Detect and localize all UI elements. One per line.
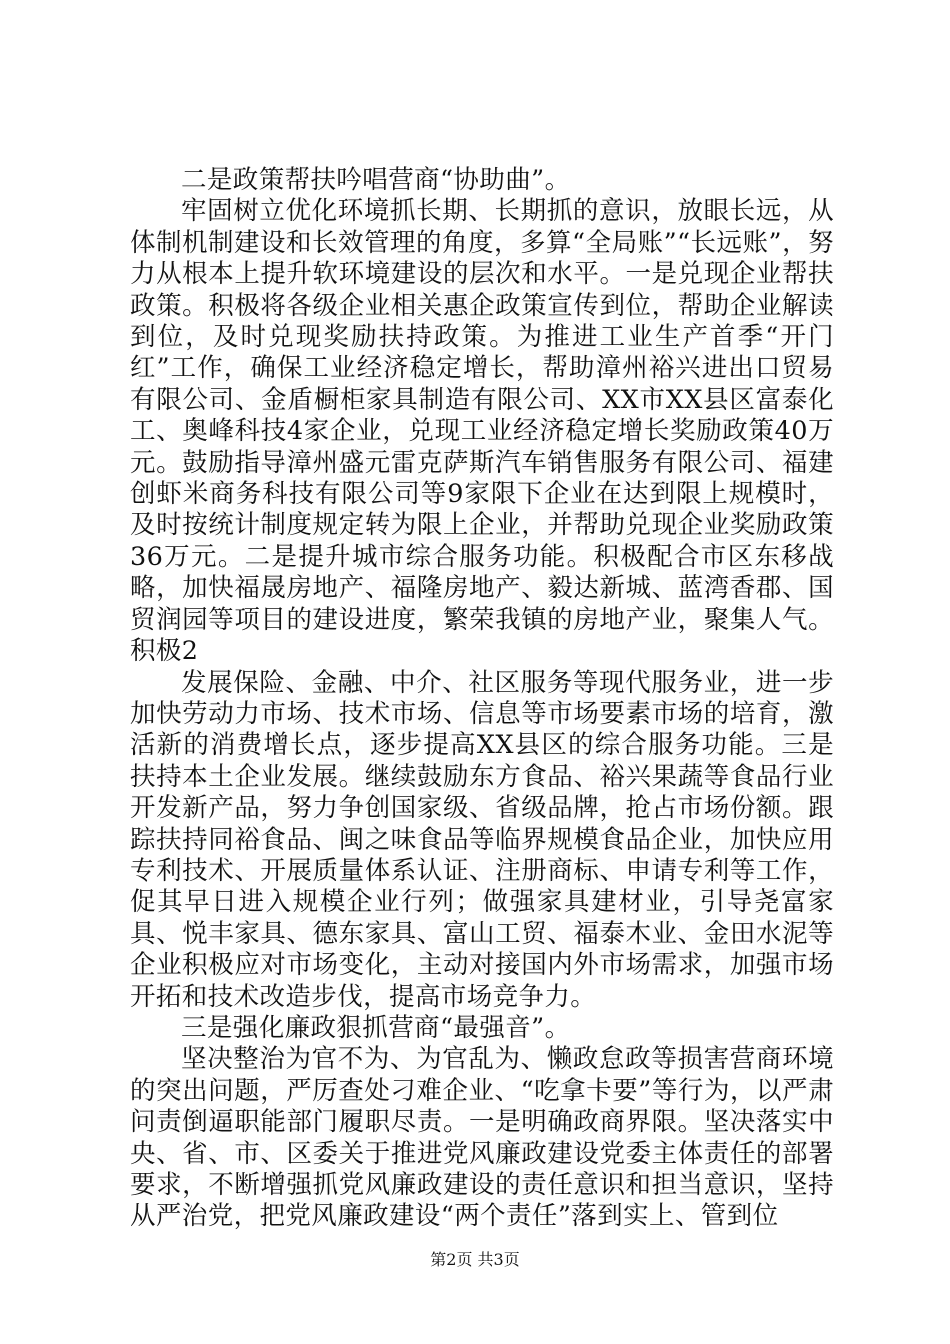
body-paragraph: 牢固树立优化环境抓长期、长期抓的意识，放眼长远，从体制机制建设和长效管理的角度，多算“全局账”“长远账”，努力从根本上提升软环境建设的层次和水平。一是兑现企业帮扶政策。积极将各级企业相关惠企政策宣传到位，帮助企业解读到位，及时兑现奖励扶持政策。为推进工业生产首季“开门红”工作，确保工业经济稳定增长，帮助漳州裕兴进出口贸易有限公司、金盾橱柜家具制造有限公司、XX市XX县区富泰化工、奥峰科技4家企业，兑现工业经济稳定增长奖励政策40万元。鼓励指导漳州盛元雷克萨斯汽车销售服务有限公司、福建创虾米商务科技有限公司等9家限下企业在达到限上规模时，及时按统计制度规定转为限上企业，并帮助兑现企业奖励政策36万元。二是提升城市综合服务功能。积极配合市区东移战略，加快福晟房地产、福隆房地产、毅达新城、蓝湾香郡、国贸润园等项目的建设进度，繁荣我镇的房地产业，聚集人气。积极2 xyxy=(130,196,834,667)
document-body xyxy=(130,165,834,1233)
section-heading-integrity: 三是强化廉政狠抓营商“最强音”。 xyxy=(181,1012,571,1043)
section-heading-policy-support: 二是政策帮扶吟唱营商“协助曲”。 xyxy=(181,165,571,195)
page-footer: 第2页 共3页 xyxy=(430,1250,520,1269)
body-paragraph: 坚决整治为官不为、为官乱为、懒政怠政等损害营商环境的突出问题，严厉查处刁难企业、“吃拿卡要”等行为，以严肃问责倒逼职能部门履职尽责。一是明确政商界限。坚决落实中央、省、市、区委关于推进党风廉政建设党委主体责任的部署要求，不断增强抓党风廉政建设的责任意识和担当意识，坚持从严治党，把党风廉政建设“两个责任”落到实上、管到位 xyxy=(130,1044,834,1232)
body-paragraph: 发展保险、金融、中介、社区服务等现代服务业，进一步加快劳动力市场、技术市场、信息等市场要素市场的培育，激活新的消费增长点，逐步提高XX县区的综合服务功能。三是扶持本土企业发展。继续鼓励东方食品、裕兴果蔬等食品行业开发新产品，努力争创国家级、省级品牌，抢占市场份额。跟踪扶持同裕食品、闽之味食品等临界规模食品企业，加快应用专利技术、开展质量体系认证、注册商标、申请专利等工作，促其早日进入规模企业行列；做强家具建材业，引导尧富家具、悦丰家具、德东家具、富山工贸、福泰木业、金田水泥等企业积极应对市场变化，主动对接国内外市场需求，加强市场开拓和技术改造步伐，提高市场竞争力。 xyxy=(130,667,834,1012)
